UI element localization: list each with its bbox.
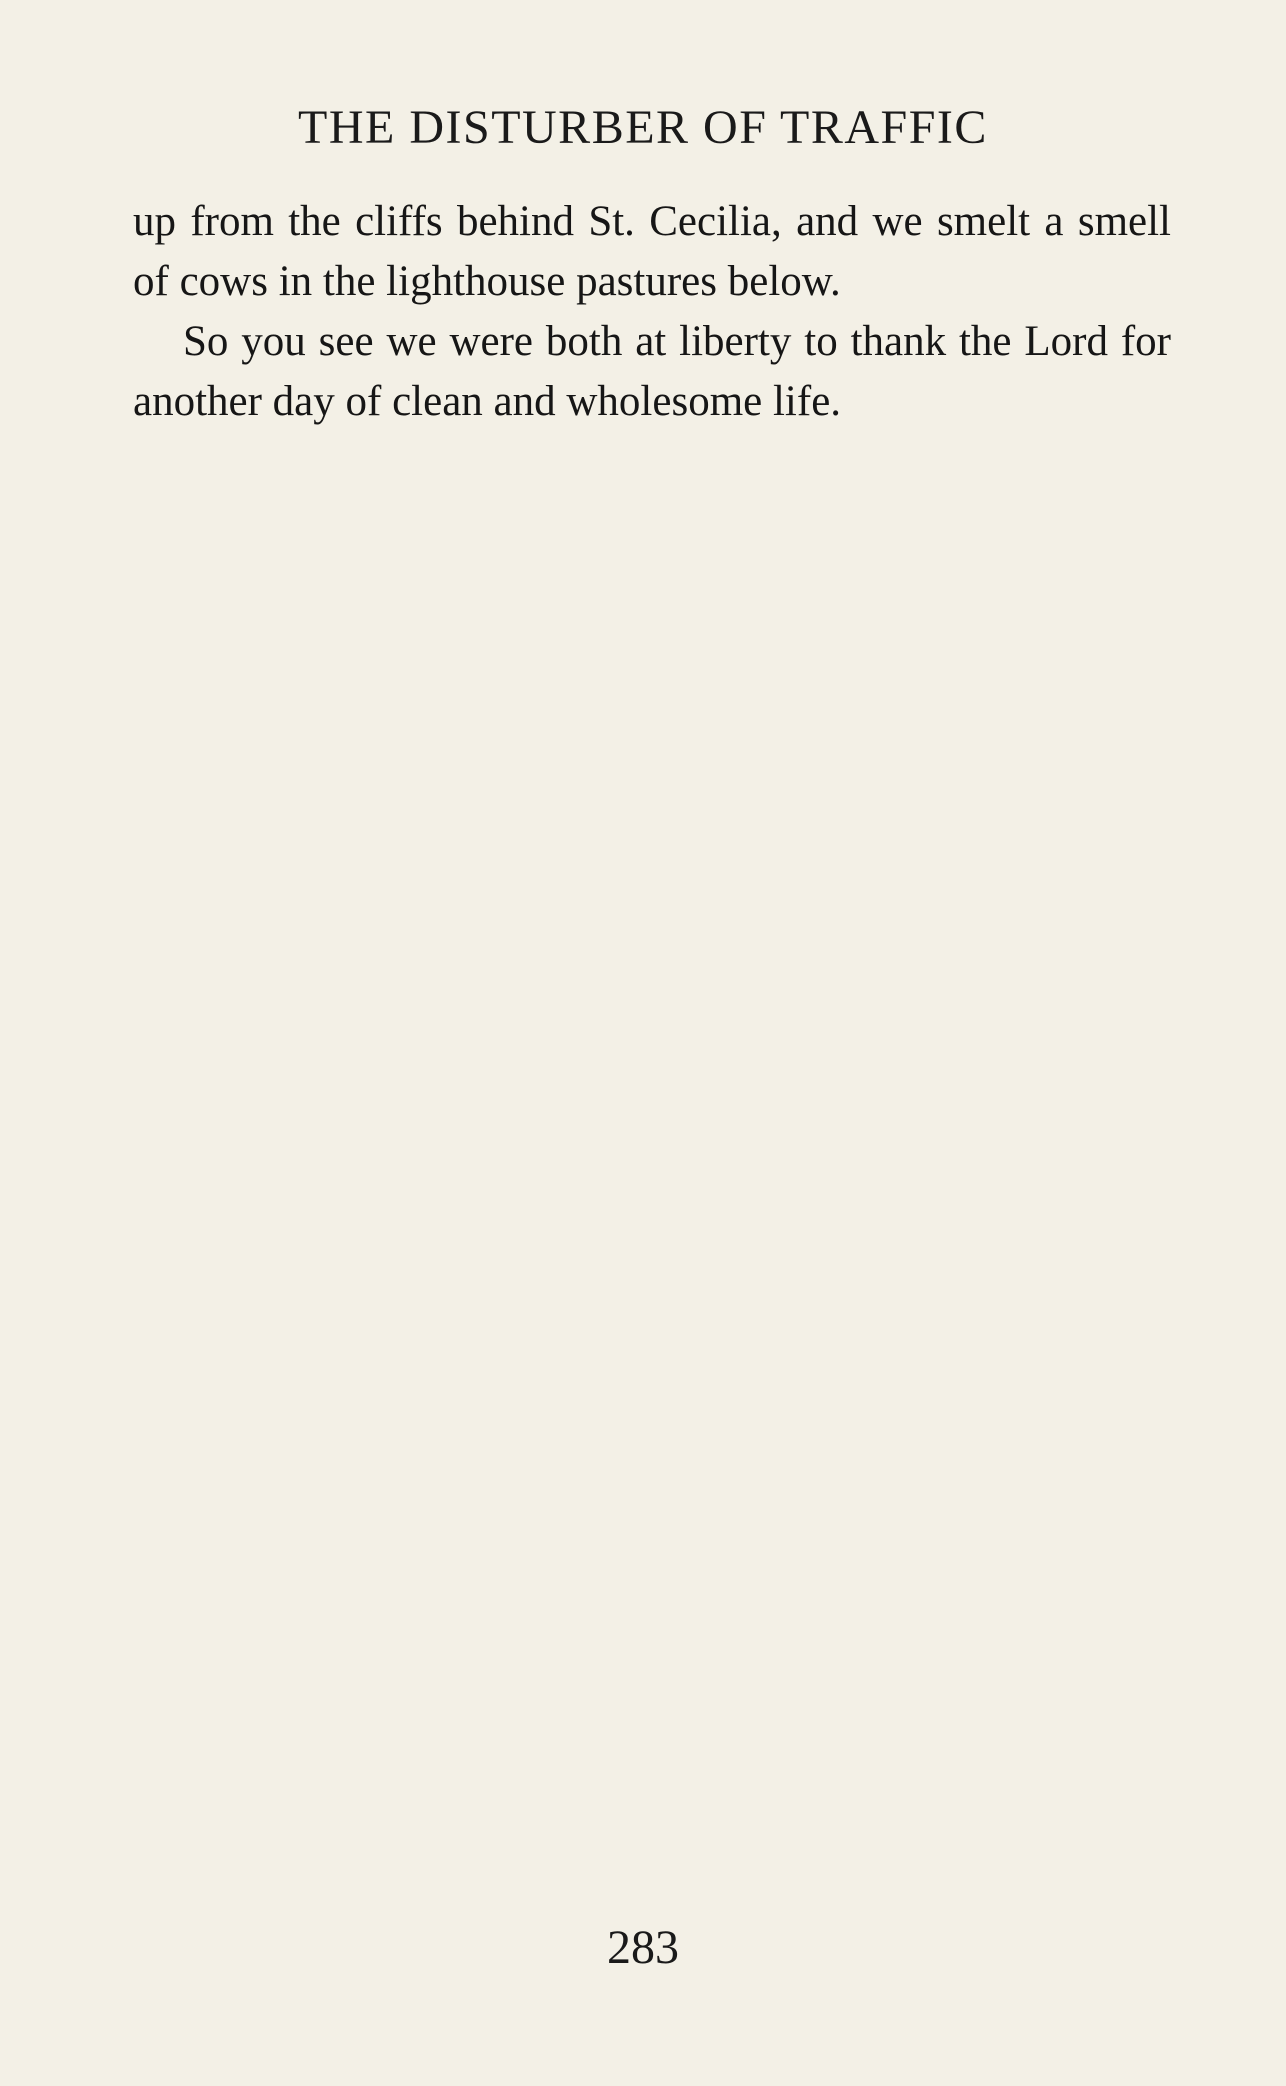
paragraph-2: So you see we were both at liberty to thank the Lord for another day of clean and wholesome life.: [133, 318, 1171, 425]
body-text: [133, 192, 1171, 432]
paragraph-1: up from the cliffs behind St. Cecilia, and we smelt a smell of cows in the lighthouse pastures below.: [133, 198, 1171, 305]
running-head: THE DISTURBER OF TRAFFIC: [298, 101, 988, 154]
page-number: 283: [607, 1921, 679, 1974]
reverse-side-show-through: [120, 510, 1170, 1910]
